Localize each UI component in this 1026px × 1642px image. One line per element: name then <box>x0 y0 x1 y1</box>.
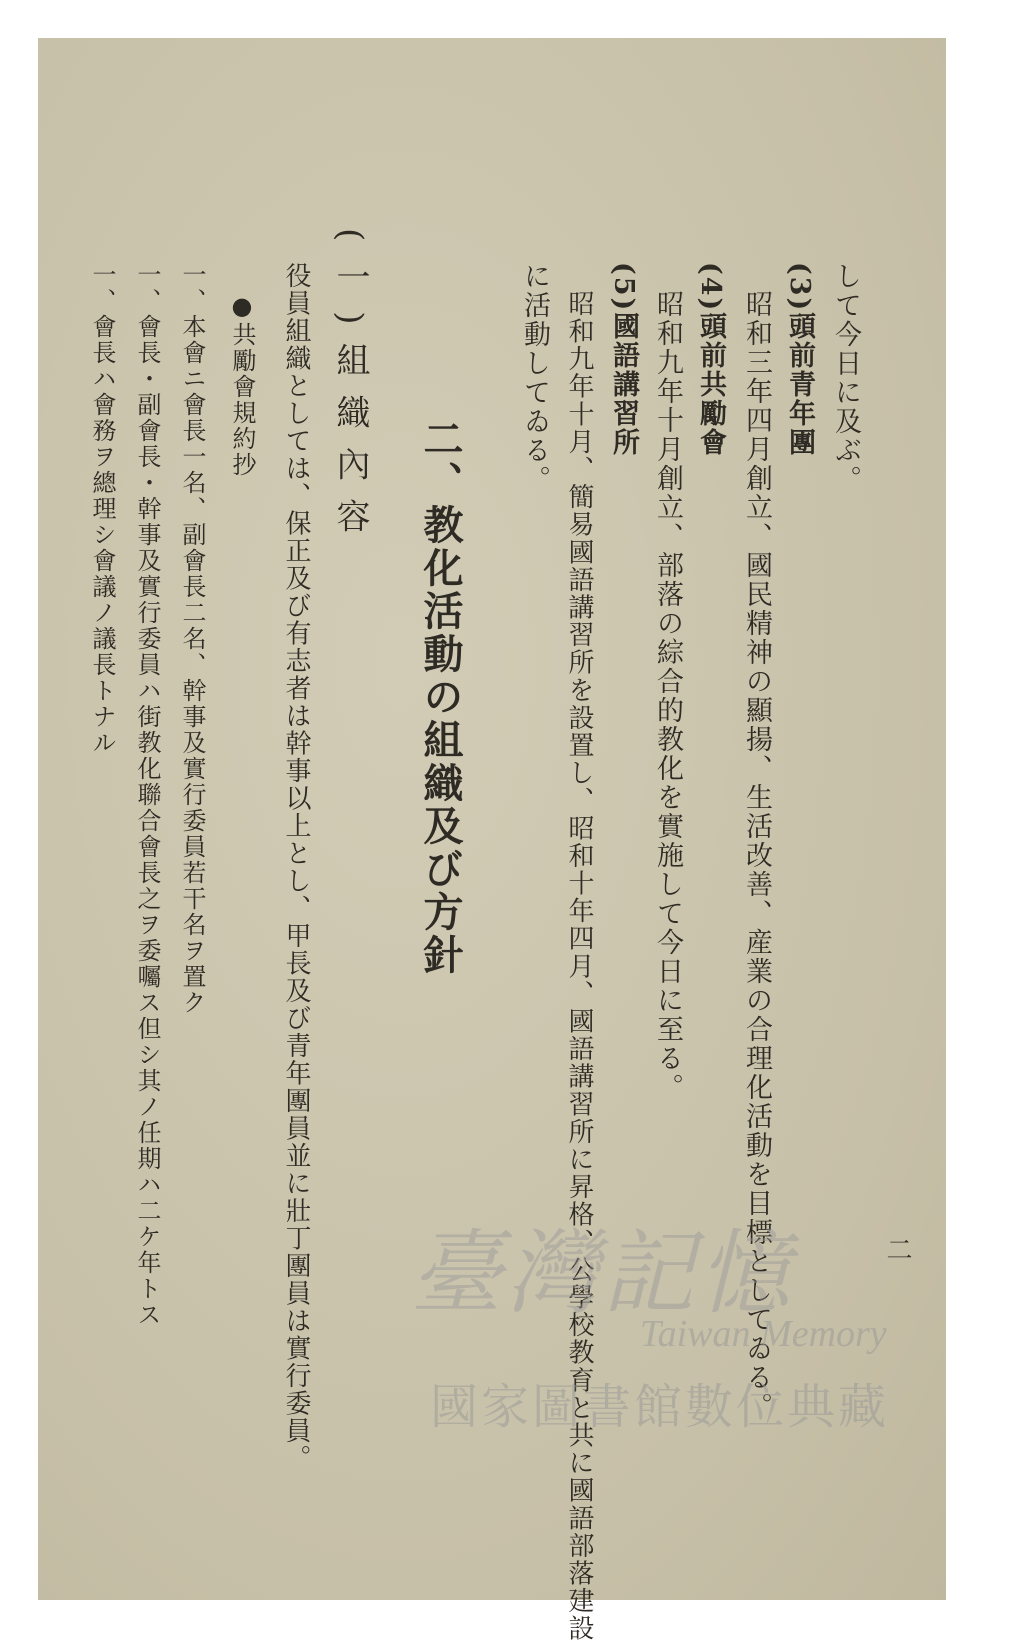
section-heading-3: (3)頭前青年團 <box>784 262 815 458</box>
watermark <box>400 1200 930 1460</box>
page-number: 二 <box>882 1236 912 1264</box>
rules-excerpt-title: ●共勵會規約抄 <box>228 292 256 478</box>
chapter-title: 二、教化活動の組織及び方針 <box>417 418 464 977</box>
watermark-english: Taiwan Memory <box>640 1313 887 1355</box>
text-line-3: 昭和三年四月創立、國民精神の顯揚、生活改善、産業の合理化活動を目標としてゐる。 <box>741 290 772 1421</box>
rule-item-1: 一、本會ニ會長一名、副會長二名、幹事及實行委員若干名ヲ置ク <box>178 262 206 1016</box>
watermark-chinese: 臺灣記憶 <box>410 1220 795 1327</box>
section-heading-4: (4)頭前共勵會 <box>695 262 726 458</box>
text-line-8: に活動してゐる。 <box>519 262 550 494</box>
rule-item-3: 一、會長ハ會務ヲ總理シ會議ノ議長トナル <box>88 262 116 756</box>
section-heading-5: (5)國語講習所 <box>608 262 639 458</box>
text-line-5: 昭和九年十月創立、部落の綜合的教化を實施して今日に至る。 <box>652 290 683 1102</box>
text-line-11: 役員組織としては、保正及び有志者は幹事以上とし、甲長及び青年團員並に壯丁團員は實行委員。 <box>281 262 311 1472</box>
watermark-library: 國家圖書館數位典藏 <box>430 1379 890 1435</box>
subsection-title: (一)組織內容 <box>330 228 370 551</box>
text-line-7: 昭和九年十月、簡易國語講習所を設置し、昭和十年四月、國語講習所に昇格、公學校教育と共に國語部落建設 <box>564 290 594 1642</box>
text-line-1: して今日に及ぶ。 <box>830 262 861 494</box>
rule-item-2: 一、會長・副會長・幹事及實行委員ハ街教化聯合會長之ヲ委囑ス但シ其ノ任期ハ二ケ年トス <box>133 262 161 1328</box>
